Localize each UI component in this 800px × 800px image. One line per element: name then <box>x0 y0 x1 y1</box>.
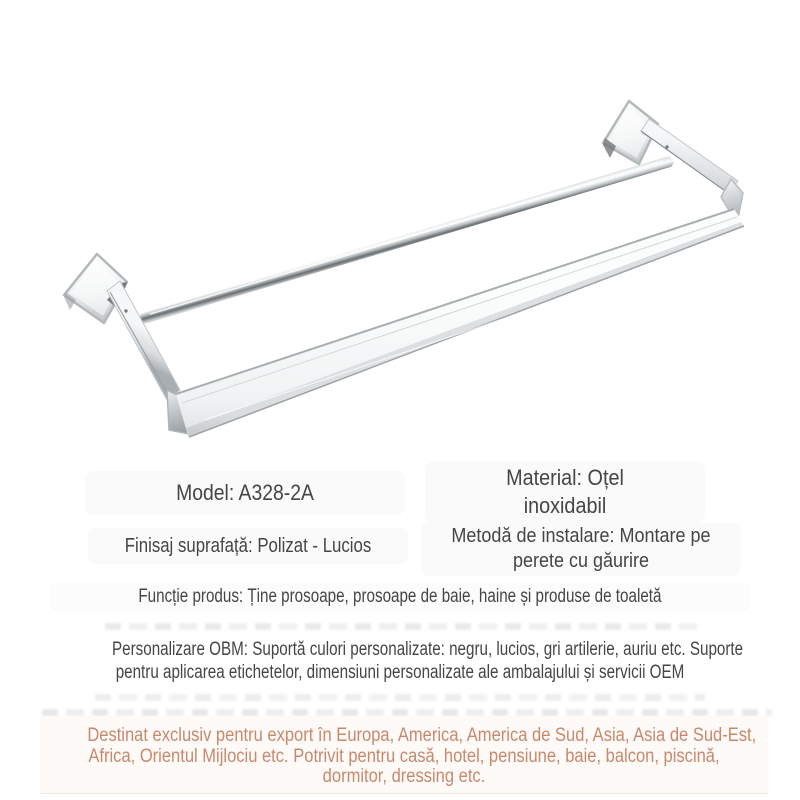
spec-obm-line2: pentru aplicarea etichetelor, dimensiuni personalizate ale ambalajului și servicii OEM <box>115 662 685 683</box>
spec-finish-text: Finisaj suprafață: Polizat - Lucios <box>124 534 372 557</box>
spec-finish <box>88 528 408 564</box>
spec-model <box>85 471 405 515</box>
spec-obm-line1: Personalizare OBM: Suportă culori personalizate: negru, lucios, gri artilerie, auriu etc. Suporte <box>112 639 744 660</box>
spec-install-method <box>421 522 741 576</box>
spec-function-text: Funcție produs: Ține prosoape, prosoape de baie, haine și produse de toaletă <box>138 586 662 607</box>
front-square-bar <box>176 209 744 437</box>
export-note-line2: Africa, Orientul Mijlociu etc. Potrivit pentru casă, hotel, pensiune, baie, balcon, piscină, <box>88 745 720 767</box>
ghost-text-remnant <box>42 709 772 716</box>
spec-install-line2: perete cu găurire <box>512 550 650 572</box>
export-note-line3: dormitor, dressing etc. <box>322 766 486 787</box>
export-note-line1: Destinat exclusiv pentru export în Europa, America, America de Sud, Asia, Asia de Sud-Est, <box>87 725 757 746</box>
spec-material <box>425 462 705 522</box>
ghost-text-remnant <box>95 694 705 701</box>
spec-model-text: Model: A328-2A <box>176 480 314 505</box>
export-note <box>40 726 768 788</box>
mount-arm-right <box>641 119 738 193</box>
ghost-text-remnant <box>105 623 697 630</box>
spec-install-line1: Metodă de instalare: Montare pe <box>451 525 711 547</box>
rear-round-bar <box>145 161 668 318</box>
spec-function <box>50 583 750 611</box>
spec-material-line2: inoxidabil <box>523 493 607 518</box>
spec-obm-customization <box>40 638 760 684</box>
spec-material-line1: Material: Oțel <box>506 465 624 490</box>
mount-arm-left <box>107 281 180 400</box>
